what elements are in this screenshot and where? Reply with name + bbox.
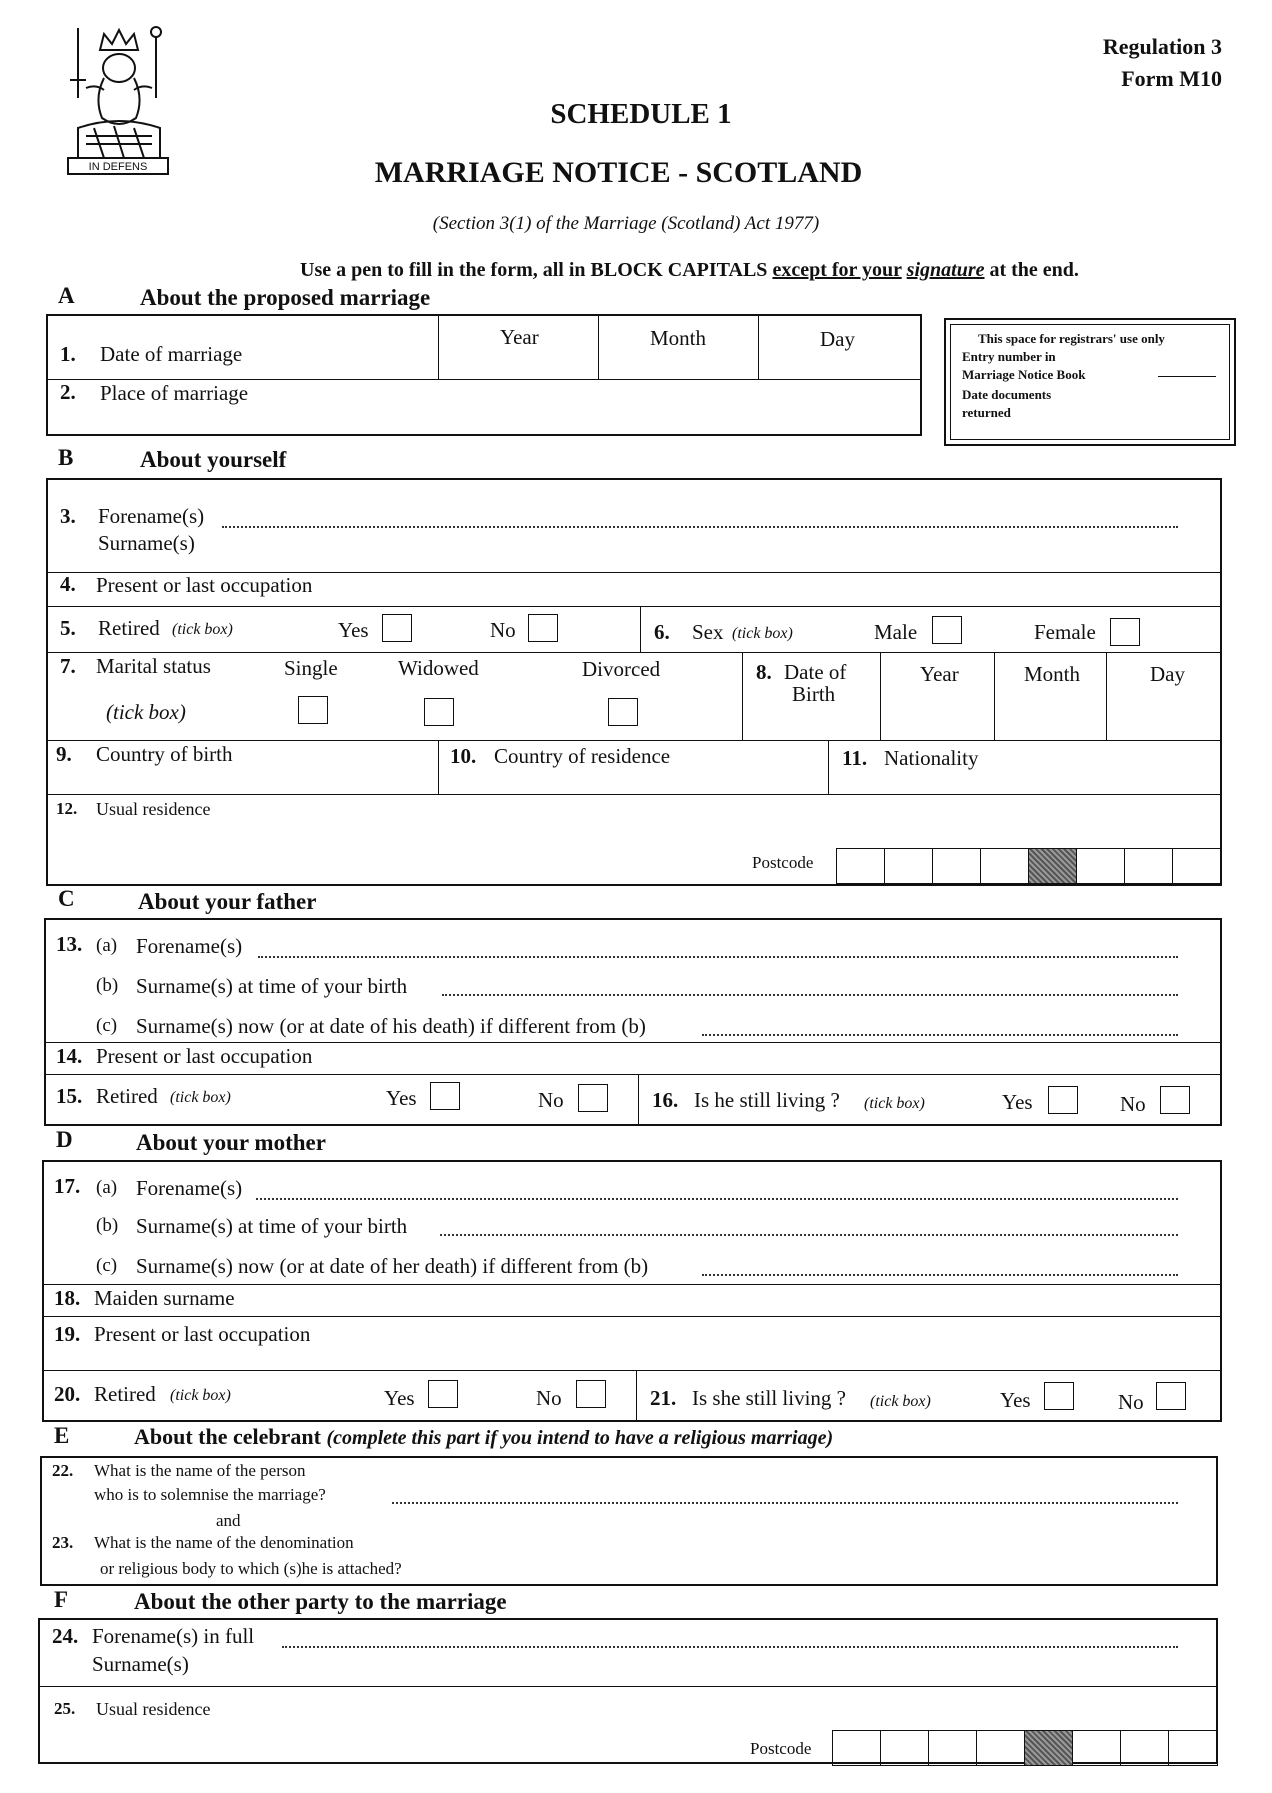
q12-label: Usual residence [96,799,211,819]
q15-no-label: No [538,1088,564,1112]
q18-number: 18. [54,1286,81,1310]
q17c-marker: (c) [96,1255,118,1276]
q22-label-line2: who is to solemnise the marriage? [94,1485,326,1504]
retired-yes-checkbox[interactable] [382,614,412,642]
q11-number: 11. [842,746,868,770]
q6-tick-note: (tick box) [732,625,793,642]
surname-field[interactable] [222,532,1178,556]
mother-living-no-checkbox[interactable] [1156,1382,1186,1410]
q13b-label: Surname(s) at time of your birth [136,974,408,998]
q1-year-header: Year [500,325,539,349]
q9-label: Country of birth [96,742,233,766]
postcode-label: Postcode [752,853,814,872]
q15-yes-label: Yes [386,1086,417,1110]
marital-divorced-checkbox[interactable] [608,698,638,726]
section-a-title: About the proposed marriage [140,285,431,310]
q13c-marker: (c) [96,1015,118,1036]
country-of-residence-field[interactable] [442,770,824,792]
q7-label: Marital status [96,654,211,678]
female-label: Female [1034,620,1096,644]
q19-number: 19. [54,1322,81,1346]
q5-tick-note: (tick box) [172,621,233,638]
divorced-label: Divorced [582,657,661,681]
section-e-letter: E [54,1423,70,1448]
q25-number: 25. [54,1699,76,1718]
mother-retired-yes-checkbox[interactable] [428,1380,458,1408]
marital-single-checkbox[interactable] [298,696,328,724]
section-b-title: About yourself [140,447,287,472]
form-title: MARRIAGE NOTICE - SCOTLAND [374,156,863,189]
male-label: Male [874,620,918,644]
sex-male-checkbox[interactable] [932,616,962,644]
q5-yes-label: Yes [338,618,369,642]
q15-number: 15. [56,1084,83,1108]
q3-number: 3. [60,504,76,528]
q24-surname-label: Surname(s) [92,1652,189,1676]
form-number: Form M10 [1121,66,1222,91]
denomination-field[interactable] [476,1556,1206,1580]
mother-maiden-surname-field[interactable] [260,1288,1210,1312]
birth-day-field[interactable] [1110,692,1218,736]
section-a-letter: A [58,283,75,308]
q21-label: Is she still living ? [692,1386,846,1410]
q17a-label: Forename(s) [136,1176,243,1200]
mother-occupation-field[interactable] [336,1324,1206,1364]
royal-crest-logo [64,18,174,178]
q5-label: Retired [98,616,160,640]
q22-label-line1: What is the name of the person [94,1461,306,1480]
q14-number: 14. [56,1044,83,1068]
q20-tick-note: (tick box) [170,1387,231,1404]
q18-label: Maiden surname [94,1286,235,1310]
father-retired-yes-checkbox[interactable] [430,1082,460,1110]
q8-month-header: Month [1024,662,1081,686]
birth-month-field[interactable] [998,692,1102,736]
q4-label: Present or last occupation [96,573,313,597]
q24-forename-label: Forename(s) in full [92,1624,255,1648]
q13b-marker: (b) [96,975,119,996]
registrar-entry-label: Entry number in [962,349,1056,364]
sex-female-checkbox[interactable] [1110,618,1140,646]
marriage-day-field[interactable] [760,356,920,378]
q10-number: 10. [450,744,477,768]
section-f-title: About the other party to the marriage [134,1589,507,1614]
nationality-field[interactable] [832,772,1218,792]
q14-label: Present or last occupation [96,1044,313,1068]
mother-current-surname-field[interactable] [702,1274,1178,1276]
father-living-no-checkbox[interactable] [1160,1086,1190,1114]
q16-number: 16. [652,1088,679,1112]
q3-forename-label: Forename(s) [98,504,205,528]
q12-number: 12. [56,799,78,818]
q13a-marker: (a) [96,935,118,956]
mother-forename-field[interactable] [256,1198,1178,1200]
forename-field[interactable] [222,526,1178,528]
q19-label: Present or last occupation [94,1322,311,1346]
crest-motto: IN DEFENS [88,161,148,173]
section-c-letter: C [58,886,75,911]
country-of-birth-field[interactable] [50,770,434,792]
marriage-month-field[interactable] [600,356,755,378]
mother-birth-surname-field[interactable] [440,1234,1178,1236]
q8-year-header: Year [920,662,959,686]
section-e-heading [134,1426,833,1448]
q16-tick-note: (tick box) [864,1095,925,1112]
usual-residence-field[interactable] [96,822,1206,844]
q11-label: Nationality [884,746,979,770]
occupation-field[interactable] [340,576,1210,602]
place-of-marriage-field[interactable] [270,385,910,430]
q1-number: 1. [60,342,76,366]
q17c-label: Surname(s) now (or at date of her death) if different from (b) [136,1254,649,1278]
section-e-note: (complete this part if you intend to have a religious marriage) [326,1427,834,1449]
q17-number: 17. [54,1174,81,1198]
q20-no-label: No [536,1386,562,1410]
q13a-label: Forename(s) [136,934,243,958]
widowed-label: Widowed [398,656,479,680]
marriage-year-field[interactable] [440,356,595,378]
registrar-date-documents-label: Date documents [962,387,1052,402]
q24-number: 24. [52,1624,79,1648]
q16-label: Is he still living ? [694,1088,840,1112]
q22-number: 22. [52,1461,74,1480]
q8-label-line1: Date of [784,660,847,684]
other-party-postcode-label: Postcode [750,1739,812,1758]
q7-tick-note: (tick box) [106,700,186,724]
instruction-line: Use a pen to fill in the form, all in BLOCK CAPITALS except for your signature at the end. [300,259,1079,281]
q21-yes-label: Yes [1000,1388,1031,1412]
q6-number: 6. [654,620,670,644]
q3-surname-label: Surname(s) [98,531,195,555]
statute-reference: (Section 3(1) of the Marriage (Scotland) Act 1977) [432,213,820,234]
father-birth-surname-field[interactable] [442,994,1178,996]
q20-number: 20. [54,1382,81,1406]
section-e-title: About the celebrant [134,1424,321,1449]
q23-label-line1: What is the name of the denomination [94,1533,354,1552]
section-c-title: About your father [138,889,317,914]
father-retired-no-checkbox[interactable] [578,1084,608,1112]
q16-yes-label: Yes [1002,1090,1033,1114]
other-party-postcode-boxes[interactable] [832,1730,1218,1766]
other-party-surname-field[interactable] [282,1654,1202,1680]
q8-day-header: Day [1150,662,1185,686]
schedule-heading: SCHEDULE 1 [550,98,732,130]
celebrant-name-field[interactable] [392,1502,1178,1504]
q1-label: Date of marriage [100,342,243,366]
postcode-boxes[interactable] [836,848,1222,884]
q15-tick-note: (tick box) [170,1089,231,1106]
registrar-notice-book-label: Marriage Notice Book [962,367,1086,382]
q13c-label: Surname(s) now (or at date of his death) if different from (b) [136,1014,646,1038]
q20-label: Retired [94,1382,156,1406]
q2-number: 2. [60,380,76,404]
q1-day-header: Day [820,327,855,351]
registrar-box-title: This space for registrars' use only [978,331,1165,346]
father-living-yes-checkbox[interactable] [1048,1086,1078,1114]
q21-no-label: No [1118,1390,1144,1414]
q8-label-line2: Birth [792,682,836,706]
q16-no-label: No [1120,1092,1146,1116]
q5-no-label: No [490,618,516,642]
q21-tick-note: (tick box) [870,1393,931,1410]
q20-yes-label: Yes [384,1386,415,1410]
q6-label: Sex [692,620,724,644]
father-current-surname-field[interactable] [702,1034,1178,1036]
section-b-letter: B [58,445,74,470]
q17a-marker: (a) [96,1177,118,1198]
other-party-forename-field[interactable] [282,1646,1178,1648]
q21-number: 21. [650,1386,677,1410]
registrar-returned-label: returned [962,405,1011,420]
q17b-marker: (b) [96,1215,119,1236]
father-forename-field[interactable] [258,956,1178,958]
q7-number: 7. [60,654,76,678]
q15-label: Retired [96,1084,158,1108]
q5-number: 5. [60,616,76,640]
q23-number: 23. [52,1533,74,1552]
q17b-label: Surname(s) at time of your birth [136,1214,408,1238]
section-d-letter: D [56,1127,73,1152]
q9-number: 9. [56,742,72,766]
q25-label: Usual residence [96,1699,211,1719]
retired-no-checkbox[interactable] [528,614,558,642]
q13-number: 13. [56,932,83,956]
regulation-label: Regulation 3 [1102,34,1222,59]
and-connector: and [216,1511,241,1530]
section-d-title: About your mother [136,1130,326,1155]
q10-label: Country of residence [494,744,671,768]
birth-year-field[interactable] [884,692,990,736]
q1-month-header: Month [650,326,707,350]
q8-number: 8. [756,660,772,684]
q2-label: Place of marriage [100,381,249,405]
single-label: Single [284,656,338,680]
mother-living-yes-checkbox[interactable] [1044,1382,1074,1410]
q4-number: 4. [60,572,76,596]
section-f-letter: F [54,1587,69,1612]
q23-label-line2: or religious body to which (s)he is attached? [100,1559,402,1578]
marital-widowed-checkbox[interactable] [424,698,454,726]
father-occupation-field[interactable] [336,1046,1206,1070]
mother-retired-no-checkbox[interactable] [576,1380,606,1408]
